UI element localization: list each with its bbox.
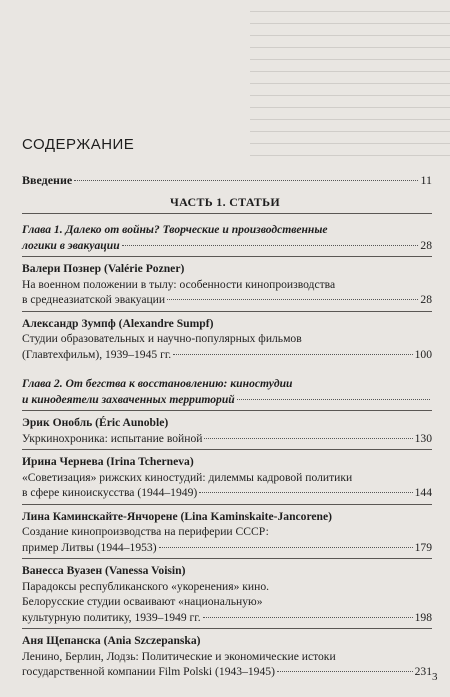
divider: [22, 449, 432, 450]
page-number: 3: [432, 671, 438, 683]
divider: [22, 311, 432, 312]
toc-entry-aunoble[interactable]: [22, 415, 432, 446]
chapter-2[interactable]: [22, 376, 432, 407]
toc-entries: [22, 222, 432, 680]
entry-author: Эрик Онобль (Éric Aunoble): [22, 416, 169, 429]
entry-page: 28: [420, 293, 432, 306]
intro-page: 11: [420, 173, 432, 187]
entry-title-line: государственной компании Film Polski (1943–1945): [22, 665, 275, 678]
entry-author: Ирина Чернева (Irina Tcherneva): [22, 455, 194, 468]
entry-page: 130: [414, 431, 432, 445]
entry-author: Аня Щепанска (Ania Szczepanska): [22, 634, 201, 647]
intro-label: Введение: [22, 173, 73, 187]
leader-dots: [74, 180, 418, 181]
chapter-2-line1: Глава 2. От бегства к восстановлению: киностудии: [22, 377, 293, 390]
entry-title-line: Ленино, Берлин, Лодзь: Политические и экономические истоки: [22, 649, 336, 663]
divider: [22, 410, 432, 411]
toc-entry-szczepanska[interactable]: [22, 633, 432, 680]
entry-author: Александр Зумпф (Alexandre Sumpf): [22, 316, 214, 330]
divider: [22, 628, 432, 629]
entry-title-line: Парадоксы республиканского «укоренения» кино.: [22, 579, 270, 593]
chapter-1[interactable]: [22, 222, 432, 253]
leader-dots: [173, 354, 412, 355]
leader-dots: [159, 547, 413, 548]
entry-title-line: (Главтехфильм), 1939–1945 гг.: [22, 347, 172, 361]
leader-dots: [199, 492, 412, 493]
contents-heading: СОДЕРЖАНИЕ: [22, 136, 135, 153]
entry-title-line: в среднеазиатской эвакуации: [22, 293, 166, 306]
entry-title-line: пример Литвы (1944–1953): [22, 540, 157, 554]
entry-page: 231: [414, 665, 432, 678]
entry-page: 144: [414, 486, 432, 499]
toc-entry-voisin[interactable]: [22, 563, 432, 625]
leader-dots: [237, 399, 430, 400]
entry-title-line: в сфере киноискусства (1944–1949): [22, 486, 198, 499]
toc-entry-sumpf[interactable]: [22, 316, 432, 363]
toc-entry-kaminskaite[interactable]: [22, 509, 432, 556]
divider: [22, 558, 432, 559]
show-through-text: [250, 0, 450, 165]
leader-dots: [203, 617, 413, 618]
leader-dots: [122, 245, 419, 246]
chapter-1-line2: логики в эвакуации: [22, 238, 120, 252]
entry-title-line: Создание кинопроизводства на периферии СССР:: [22, 525, 269, 538]
divider: [22, 256, 432, 257]
entry-title-line: «Советизация» рижских киностудий: дилеммы кадровой политики: [22, 470, 353, 484]
toc-entry-tcherneva[interactable]: [22, 454, 432, 501]
part-divider: [22, 213, 432, 214]
entry-title-line: Укркинохроника: испытание войной: [22, 431, 203, 445]
entry-author: Ванесса Вуазен (Vanessa Voisin): [22, 564, 186, 577]
entry-title-line: На военном положении в тылу: особенности кинопроизводства: [22, 277, 336, 291]
chapter-2-line2: и кинодеятели захваченных территорий: [22, 392, 235, 406]
entry-page: 198: [414, 610, 432, 624]
toc-intro[interactable]: [22, 173, 432, 188]
chapter-1-page: 28: [420, 238, 432, 252]
entry-title-line: Белорусские студии осваивают «национальную»: [22, 595, 263, 608]
leader-dots: [277, 671, 413, 672]
entry-author: Лина Каминскайте-Янчорене (Lina Kaminskaite-Jancorene): [22, 509, 333, 523]
leader-dots: [204, 438, 412, 439]
part-title: ЧАСТЬ 1. СТАТЬИ: [170, 195, 280, 209]
entry-page: 100: [414, 347, 432, 361]
entry-author: Валери Познер (Valérie Pozner): [22, 262, 185, 275]
entry-title-line: культурную политику, 1939–1949 гг.: [22, 610, 201, 624]
toc-entry-pozner[interactable]: [22, 261, 432, 308]
entry-title-line: Студии образовательных и научно-популярных фильмов: [22, 332, 302, 345]
entry-page: 179: [414, 540, 432, 554]
divider: [22, 504, 432, 505]
chapter-1-line1: Глава 1. Далеко от войны? Творческие и производственные: [22, 223, 328, 236]
leader-dots: [167, 299, 418, 300]
